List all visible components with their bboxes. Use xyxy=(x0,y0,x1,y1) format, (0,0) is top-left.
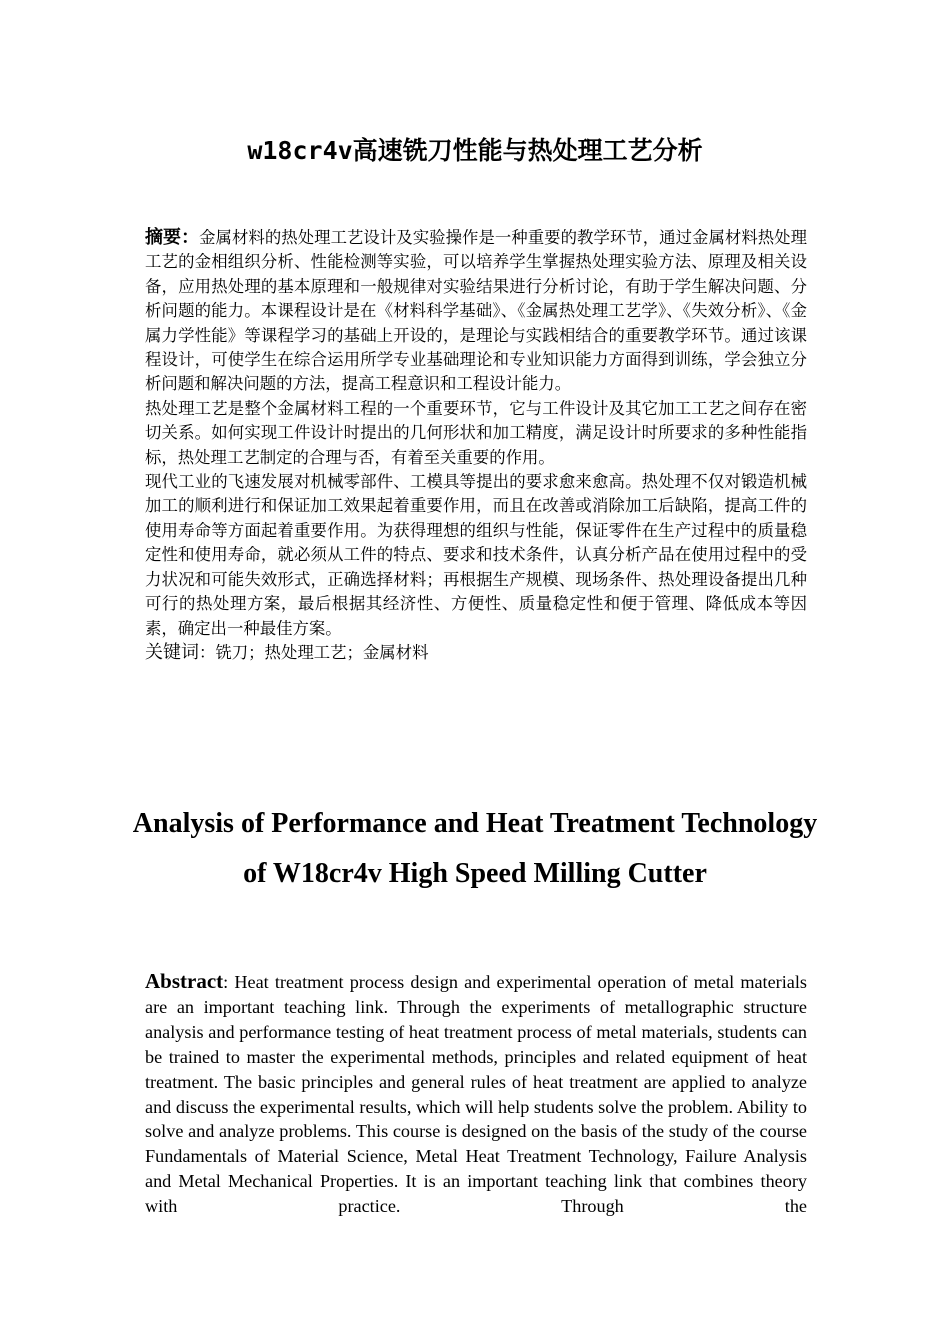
english-abstract-label: Abstract xyxy=(145,969,224,993)
chinese-abstract-text-1: 金属材料的热处理工艺设计及实验操作是一种重要的教学环节，通过金属材料热处理工艺的金相组织分析、性能检测等实验，可以培养学生掌握热处理实验方法、原理及相关设备，应用热处理的基本原理和一般规律对实验结果进行分析讨论，有助于学生解决问题、分析问题的能力。本课程设计是在《材料科学基础》、《金属热处理工艺学》、《失效分析》、《金属力学性能》等课程学习的基础上开设的，是理论与实践相结合的重要教学环节。通过该课程设计，可使学生在综合运用所学专业基础理论和专业知识能力方面得到训练，学会独立分析问题和解决问题的方法，提高工程意识和工程设计能力。 xyxy=(145,228,808,394)
english-title xyxy=(0,799,950,899)
chinese-abstract-paragraph-1 xyxy=(145,226,807,397)
chinese-abstract-label: 摘要： xyxy=(145,227,200,248)
chinese-keywords xyxy=(145,641,807,665)
chinese-title: w18cr4v高速铣刀性能与热处理工艺分析 xyxy=(247,136,703,165)
chinese-abstract-paragraph-3: 现代工业的飞速发展对机械零部件、工模具等提出的要求愈来愈高。热处理不仅对锻造机械加工的顺利进行和保证加工效果起着重要作用，而且在改善或消除加工后缺陷，提高工件的使用寿命等方面起着重要作用。为获得理想的组织与性能，保证零件在生产过程中的质量稳定性和使用寿命，就必须从工件的特点、要求和技术条件，认真分析产品在使用过程中的受力状况和可能失效形式，正确选择材料；再根据生产规模、现场条件、热处理设备提出几种可行的热处理方案，最后根据其经济性、方便性、质量稳定性和便于管理、降低成本等因素，确定出一种最佳方案。 xyxy=(145,472,807,638)
chinese-keywords-label: 关键词 xyxy=(145,641,199,663)
english-abstract xyxy=(145,969,807,1219)
english-title-line-2: of W18cr4v High Speed Milling Cutter xyxy=(243,858,707,889)
chinese-abstract-paragraph-2: 热处理工艺是整个金属材料工程的一个重要环节，它与工件设计及其它加工工艺之间存在密切关系。如何实现工件设计时提出的几何形状和加工精度，满足设计时所要求的多种性能指标，热处理工艺制定的合理与否，有着至关重要的作用。 xyxy=(145,398,807,467)
chinese-abstract xyxy=(145,226,807,665)
chinese-keywords-text: ：铣刀；热处理工艺；金属材料 xyxy=(199,642,429,662)
english-title-line-1: Analysis of Performance and Heat Treatment Technology xyxy=(132,808,818,839)
english-abstract-text: : Heat treatment process design and experimental operation of metal materials are an important teaching link. Through the experiments of metallographic structure analysis and performance testing of heat treatment process of metal materials, students can be trained to master the experimental methods, principles and related equipment of heat treatment. The basic principles and general rules of heat treatment are applied to analyze and discuss the experimental results, which will help students solve the problem. Ability to solve and analyze problems. This course is designed on the basis of the study of the course Fundamentals of Material Science, Metal Heat Treatment Technology, Failure Analysis and Metal Mechanical Properties. It is an important teaching link that combines theory with practice. Through the xyxy=(145,972,807,1217)
